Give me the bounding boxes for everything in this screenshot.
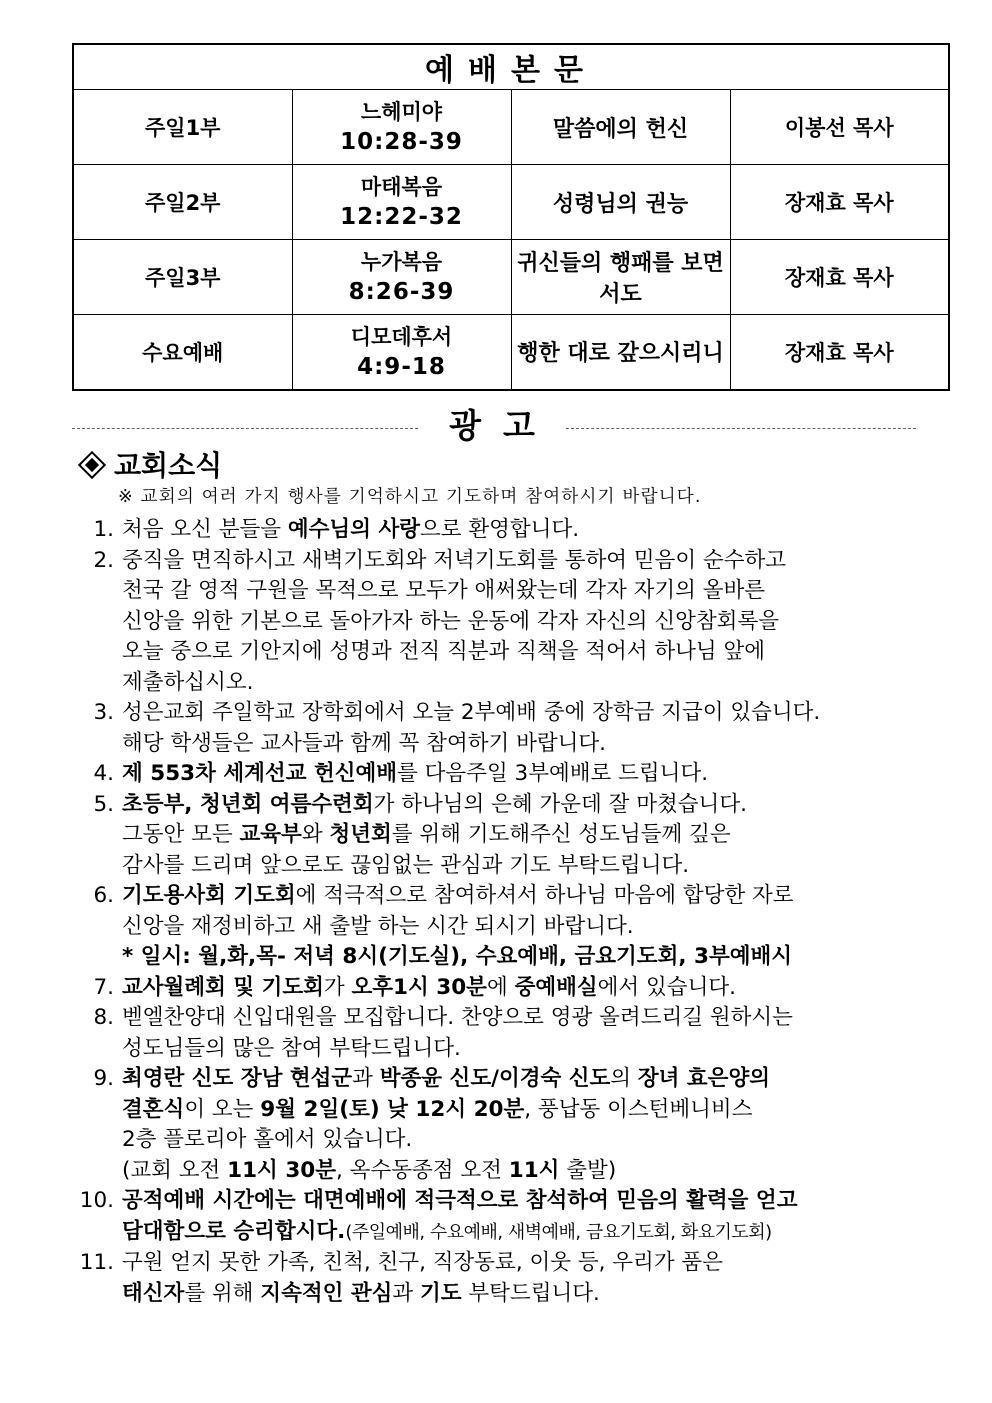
emphasis: 교사월례회 및 기도회 <box>122 974 324 1000</box>
emphasis: 11시 30분 <box>227 1157 337 1183</box>
service-list: (주일예배, 수요예배, 새벽예배, 금요기도회, 화요기도회) <box>345 1221 772 1243</box>
text-line: 2층 플로리아 홀에서 있습니다. <box>122 1127 413 1152</box>
announcement-item <box>72 1064 872 1186</box>
announcement-item <box>72 1248 872 1309</box>
item-number: 9. <box>93 1066 114 1091</box>
item-number: 5. <box>93 791 114 817</box>
text: 부탁드립니다. <box>461 1280 600 1306</box>
text: 이 오는 <box>184 1096 261 1122</box>
scripture-book: 느헤미야 <box>360 100 443 124</box>
item-number: 7. <box>93 974 114 1000</box>
text-line: 성은교회 주일학교 장학회에서 오늘 2부예배 중에 장학금 지급이 있습니다. <box>122 700 821 725</box>
text: 과 <box>352 1066 380 1091</box>
ad-title: 광고 <box>449 406 557 445</box>
text: 와 <box>301 822 330 847</box>
scripture-verse: 12:22-32 <box>340 204 463 230</box>
section-heading-text: 교회소식 <box>114 449 223 482</box>
emphasis: 청년회 <box>329 822 392 847</box>
sermon-title: 귀신들의 행패를 보면서도 <box>511 240 730 315</box>
item-number: 1. <box>93 517 114 542</box>
pastor-name: 장재효 목사 <box>730 165 949 240</box>
emphasis: 기도용사회 기도회 <box>122 883 296 908</box>
text: (교회 오전 <box>122 1157 228 1183</box>
text-line: 구원 얻지 못한 가족, 친척, 친구, 직장동료, 이웃 등, 우리가 품은 <box>122 1250 723 1275</box>
pastor-name: 장재효 목사 <box>730 240 949 315</box>
emphasis: 결혼식 <box>122 1096 185 1122</box>
emphasis: 제 553차 세계선교 헌신예배 <box>122 761 398 786</box>
item-number: 8. <box>93 1005 114 1030</box>
scripture-book: 마태복음 <box>360 175 443 199</box>
text: 의 <box>610 1066 638 1091</box>
emphasis: 최영란 신도 장남 현섭군 <box>122 1066 353 1091</box>
scripture-verse: 4:9-18 <box>357 353 446 380</box>
scripture-ref <box>292 165 511 240</box>
section-heading <box>76 446 222 486</box>
announcement-item <box>72 759 872 790</box>
emphasis: 장녀 효은양의 <box>637 1066 770 1091</box>
worship-row-4 <box>73 315 949 390</box>
scripture-ref <box>292 240 511 315</box>
sermon-title: 성령님의 권능 <box>511 165 730 240</box>
scripture-book: 누가복음 <box>360 250 443 274</box>
text-line: 감사를 드리며 앞으로도 끊임없는 관심과 기도 부탁드립니다. <box>122 852 690 878</box>
text: 가 하나님의 은혜 가운데 잘 마쳤습니다. <box>373 791 747 817</box>
text: 에 <box>486 974 515 1000</box>
announcement-item <box>72 790 872 882</box>
text: 에 적극적으로 참여하셔서 하나님 마음에 합당한 자로 <box>295 883 794 908</box>
pastor-name: 장재효 목사 <box>730 315 949 390</box>
text-line: 천국 갈 영적 구원을 목적으로 모두가 애써왔는데 각자 자기의 올바른 <box>122 578 766 603</box>
text-line: 오늘 중으로 기안지에 성명과 전직 직분과 직책을 적어서 하나님 앞에 <box>122 639 766 664</box>
worship-table <box>72 43 950 391</box>
emphasis: 초등부, 청년회 여름수련회 <box>122 791 374 817</box>
item-number: 6. <box>93 883 114 908</box>
text: 그동안 모든 <box>122 822 240 847</box>
emphasis: 중예배실 <box>514 974 598 1000</box>
text: 가 <box>323 974 352 1000</box>
divider-left <box>72 428 418 429</box>
worship-row-2 <box>73 165 949 240</box>
sermon-title: 말씀에의 헌신 <box>511 90 730 165</box>
text-line: 신앙을 재정비하고 새 출발 하는 시간 되시기 바랍니다. <box>122 913 634 939</box>
text-line: 신앙을 위한 기본으로 돌아가자 하는 운동에 각자 자신의 신앙참회록을 <box>122 608 779 634</box>
emphasis: 담대함으로 승리합시다. <box>122 1218 346 1244</box>
text-line: 해당 학생들은 교사들과 함께 꼭 참여하기 바랍니다. <box>122 730 606 756</box>
text-line: 벧엘찬양대 신입대원을 모집합니다. 찬양으로 영광 올려드리길 원하시는 <box>122 1005 793 1030</box>
text: 으로 환영합니다. <box>420 517 580 542</box>
text: , 옥수동종점 오전 <box>336 1157 509 1183</box>
text: 과 <box>392 1280 421 1306</box>
text: 출발) <box>559 1157 617 1183</box>
service-name: 주일1부 <box>73 90 292 165</box>
emphasis: 기도 <box>420 1280 462 1306</box>
worship-row-1 <box>73 90 949 165</box>
item-number: 3. <box>93 700 114 725</box>
announcement-item <box>72 698 872 759</box>
text: , 풍납동 이스턴베니비스 <box>524 1096 753 1122</box>
worship-table-title: 예배본문 <box>73 44 949 90</box>
ad-header <box>72 404 916 448</box>
text: 를 위해 <box>184 1280 261 1306</box>
text: 를 다음주일 3부예배로 드립니다. <box>397 761 709 786</box>
announcement-item <box>72 515 872 546</box>
text-line: 중직을 면직하시고 새벽기도회와 저녁기도회를 통하여 믿음이 순수하고 <box>122 547 787 573</box>
emphasis: 9월 2일(토) 낮 12시 20분 <box>260 1096 525 1122</box>
scripture-verse: 8:26-39 <box>348 279 455 305</box>
worship-row-3 <box>73 240 949 315</box>
emphasis: 교육부 <box>239 822 302 847</box>
emphasis: 박종윤 신도/이경숙 신도 <box>379 1066 611 1091</box>
scripture-verse: 10:28-39 <box>340 129 463 155</box>
schedule-line: * 일시: 월,화,목- 저녁 8시(기도실), 수요예배, 금요기도회, 3부예배시 <box>122 944 793 969</box>
text: 를 위해 기도해주신 성도님들께 깊은 <box>391 822 731 847</box>
section-note: ※ 교회의 여러 가지 행사를 기억하시고 기도하며 참여하시기 바랍니다. <box>118 487 702 507</box>
emphasis: 예수님의 사랑 <box>287 517 420 542</box>
divider-right <box>566 428 916 429</box>
text: 처음 오신 분들을 <box>122 517 288 542</box>
announcement-item <box>72 1003 872 1064</box>
announcement-item <box>72 546 872 699</box>
announcement-item <box>72 881 872 973</box>
emphasis: 공적예배 시간에는 대면예배에 적극적으로 참석하여 믿음의 활력을 얻고 <box>122 1188 798 1213</box>
emphasis: 태신자 <box>122 1280 185 1306</box>
item-number: 2. <box>93 547 114 573</box>
emphasis: 11시 <box>508 1157 560 1183</box>
scripture-ref <box>292 315 511 390</box>
service-name: 주일2부 <box>73 165 292 240</box>
announcement-item <box>72 973 872 1004</box>
emphasis: 오후1시 30분 <box>351 974 487 1000</box>
sermon-title: 행한 대로 갚으시리니 <box>511 315 730 390</box>
scripture-book: 디모데후서 <box>350 324 453 349</box>
announcement-list <box>72 515 872 1309</box>
announcement-item <box>72 1186 872 1248</box>
item-number: 10. <box>79 1188 114 1213</box>
pastor-name: 이봉선 목사 <box>730 90 949 165</box>
emphasis: 지속적인 관심 <box>260 1280 393 1306</box>
text: 에서 있습니다. <box>597 974 736 1000</box>
diamond-bullet-icon <box>78 450 106 478</box>
text-line: 성도님들의 많은 참여 부탁드립니다. <box>122 1035 461 1061</box>
text-line: 제출하십시오. <box>122 669 254 695</box>
item-number: 4. <box>93 761 114 786</box>
service-name: 주일3부 <box>73 240 292 315</box>
item-number: 11. <box>79 1250 114 1275</box>
service-name: 수요예배 <box>73 315 292 390</box>
scripture-ref <box>292 90 511 165</box>
